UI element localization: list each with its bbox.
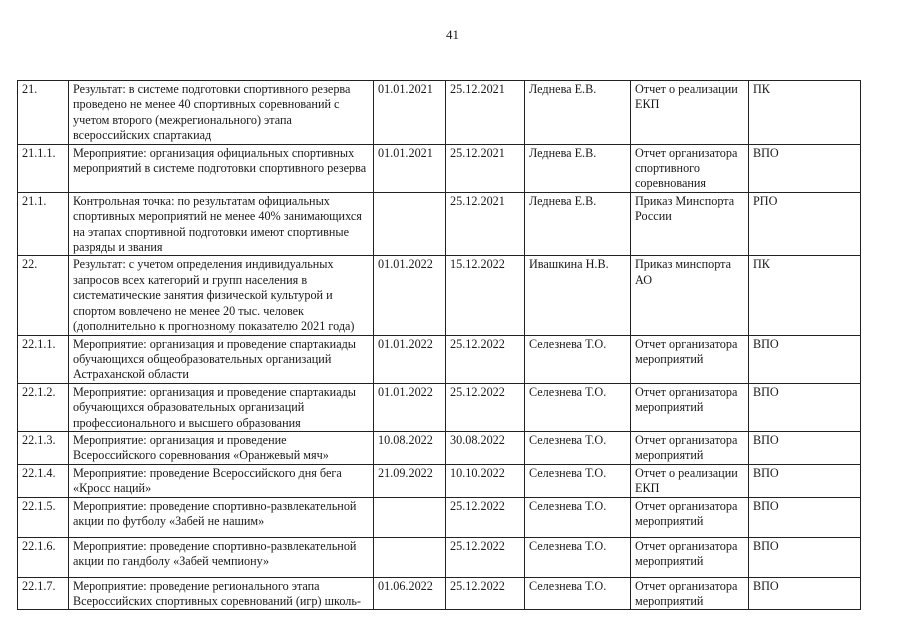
row-end-date: 15.12.2022 — [446, 256, 525, 335]
row-document: Отчет организатора мероприятий — [631, 497, 749, 537]
row-document: Отчет организатора мероприятий — [631, 577, 749, 610]
row-end-date: 25.12.2022 — [446, 335, 525, 383]
row-document: Отчет о реализации ЕКП — [631, 464, 749, 497]
row-responsible: Селезнева Т.О. — [525, 335, 631, 383]
table-row — [18, 497, 861, 537]
table-row — [18, 577, 861, 610]
row-level: ПК — [749, 256, 861, 335]
row-description: Результат: в системе подготовки спортивного резерва проведено не менее 40 спортивных соревнований с учетом второго (межрегионального) этапа всероссийских спартакиад — [69, 81, 374, 145]
row-document: Приказ минспорта АО — [631, 256, 749, 335]
row-level: РПО — [749, 192, 861, 256]
table-row — [18, 464, 861, 497]
row-responsible: Леднева Е.В. — [525, 144, 631, 192]
row-number: 22.1.2. — [18, 383, 69, 431]
row-responsible: Леднева Е.В. — [525, 81, 631, 145]
row-document: Приказ Минспорта России — [631, 192, 749, 256]
row-responsible: Селезнева Т.О. — [525, 537, 631, 577]
row-level: ВПО — [749, 383, 861, 431]
row-number: 22.1.5. — [18, 497, 69, 537]
table-row — [18, 383, 861, 431]
row-end-date: 25.12.2021 — [446, 144, 525, 192]
row-level: ВПО — [749, 537, 861, 577]
row-description: Мероприятие: проведение спортивно-развлекательной акции по футболу «Забей не нашим» — [69, 497, 374, 537]
page-number: 41 — [446, 27, 459, 42]
row-responsible: Леднева Е.В. — [525, 192, 631, 256]
table-row — [18, 537, 861, 577]
row-number: 21. — [18, 81, 69, 145]
row-number: 22.1.6. — [18, 537, 69, 577]
row-level: ВПО — [749, 464, 861, 497]
row-description: Результат: с учетом определения индивидуальных запросов всех категорий и групп населения в систематические занятия физической культурой и спортом вовлечено не менее 20 тыс. человек (дополнительно к прогнозному показателю 2021 года) — [69, 256, 374, 335]
row-document: Отчет организатора мероприятий — [631, 537, 749, 577]
row-start-date — [374, 497, 446, 537]
row-document: Отчет организатора мероприятий — [631, 335, 749, 383]
table-row — [18, 431, 861, 464]
row-description: Контрольная точка: по результатам официальных спортивных мероприятий не менее 40% занимающихся на этапах спортивной подготовки имеют спортивные разряды и звания — [69, 192, 374, 256]
row-start-date: 21.09.2022 — [374, 464, 446, 497]
row-description: Мероприятие: организация и проведение Всероссийского соревнования «Оранжевый мяч» — [69, 431, 374, 464]
row-end-date: 25.12.2021 — [446, 192, 525, 256]
table-row — [18, 256, 861, 335]
row-description: Мероприятие: организация официальных спортивных мероприятий в системе подготовки спортивного резерва — [69, 144, 374, 192]
row-level: ВПО — [749, 431, 861, 464]
row-number: 22.1.3. — [18, 431, 69, 464]
row-end-date: 25.12.2022 — [446, 383, 525, 431]
row-document: Отчет организатора мероприятий — [631, 431, 749, 464]
row-responsible: Селезнева Т.О. — [525, 497, 631, 537]
table-row — [18, 192, 861, 256]
row-number: 21.1. — [18, 192, 69, 256]
row-end-date: 25.12.2022 — [446, 577, 525, 610]
row-document: Отчет о реализации ЕКП — [631, 81, 749, 145]
row-start-date: 01.01.2022 — [374, 383, 446, 431]
row-end-date: 25.12.2022 — [446, 497, 525, 537]
row-start-date: 10.08.2022 — [374, 431, 446, 464]
row-end-date: 30.08.2022 — [446, 431, 525, 464]
row-start-date: 01.01.2021 — [374, 81, 446, 145]
row-end-date: 10.10.2022 — [446, 464, 525, 497]
row-description: Мероприятие: проведение Всероссийского дня бега «Кросс наций» — [69, 464, 374, 497]
row-number: 21.1.1. — [18, 144, 69, 192]
row-document: Отчет организатора спортивного соревнования — [631, 144, 749, 192]
row-responsible: Селезнева Т.О. — [525, 431, 631, 464]
row-responsible: Ивашкина Н.В. — [525, 256, 631, 335]
row-description: Мероприятие: организация и проведение спартакиады обучающихся общеобразовательных организаций Астраханской области — [69, 335, 374, 383]
row-end-date: 25.12.2021 — [446, 81, 525, 145]
row-number: 22.1.4. — [18, 464, 69, 497]
plan-table — [17, 80, 861, 610]
row-level: ПК — [749, 81, 861, 145]
row-responsible: Селезнева Т.О. — [525, 464, 631, 497]
table-row — [18, 81, 861, 145]
row-start-date — [374, 192, 446, 256]
row-responsible: Селезнева Т.О. — [525, 577, 631, 610]
row-number: 22. — [18, 256, 69, 335]
row-start-date: 01.06.2022 — [374, 577, 446, 610]
row-responsible: Селезнева Т.О. — [525, 383, 631, 431]
row-description: Мероприятие: проведение спортивно-развлекательной акции по гандболу «Забей чемпиону» — [69, 537, 374, 577]
row-document: Отчет организатора мероприятий — [631, 383, 749, 431]
row-start-date: 01.01.2022 — [374, 335, 446, 383]
row-end-date: 25.12.2022 — [446, 537, 525, 577]
table-row — [18, 144, 861, 192]
row-description: Мероприятие: проведение регионального этапа Всероссийских спортивных соревнований (игр) школь- — [69, 577, 374, 610]
row-level: ВПО — [749, 144, 861, 192]
row-start-date: 01.01.2022 — [374, 256, 446, 335]
row-description: Мероприятие: организация и проведение спартакиады обучающихся образовательных организаций профессионального и высшего образования — [69, 383, 374, 431]
row-start-date: 01.01.2021 — [374, 144, 446, 192]
row-number: 22.1.1. — [18, 335, 69, 383]
row-level: ВПО — [749, 577, 861, 610]
row-start-date — [374, 537, 446, 577]
row-level: ВПО — [749, 497, 861, 537]
table-row — [18, 335, 861, 383]
row-level: ВПО — [749, 335, 861, 383]
row-number: 22.1.7. — [18, 577, 69, 610]
